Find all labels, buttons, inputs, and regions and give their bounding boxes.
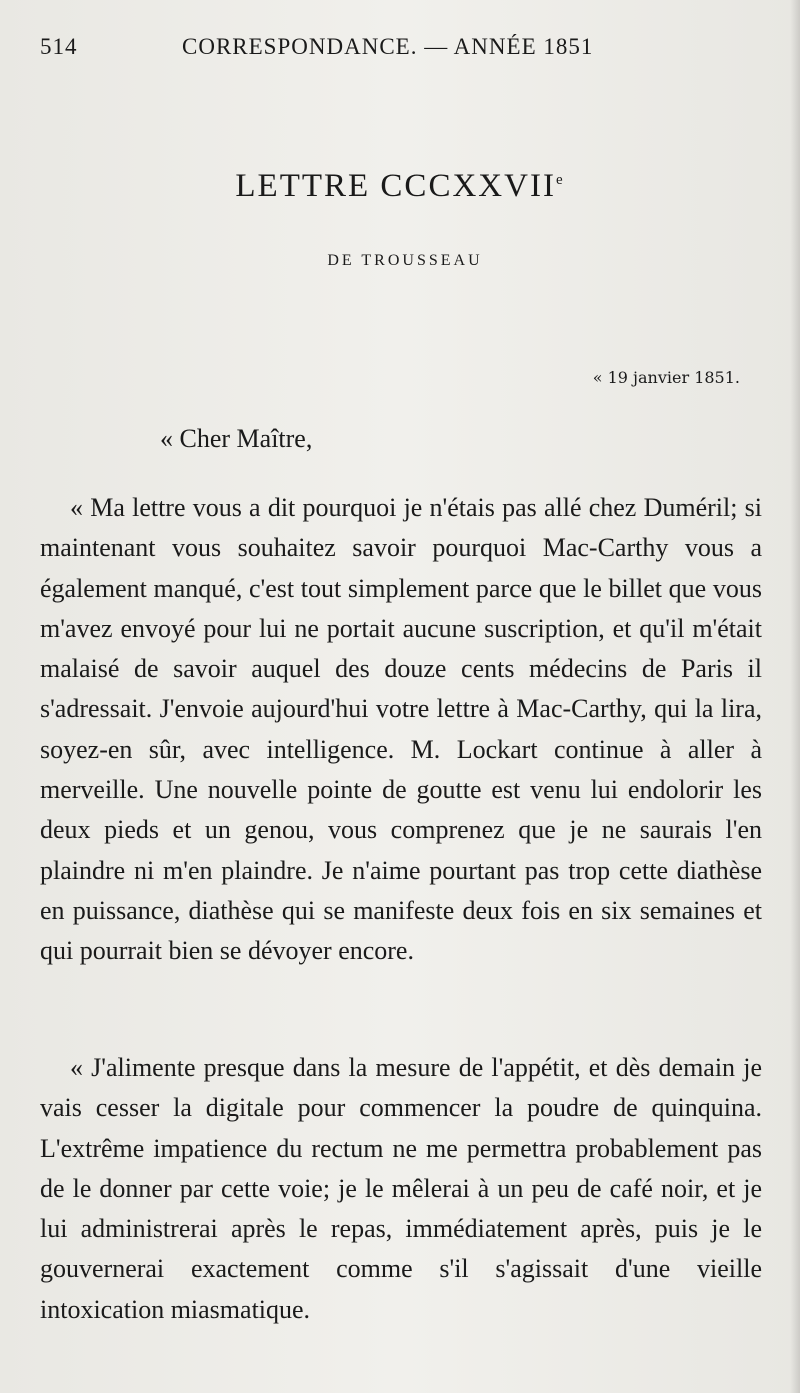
paragraph-1: « Ma lettre vous a dit pourquoi je n'étais pas allé chez Duméril; si maintenant vous souhaitez savoir pourquoi Mac-Carthy vous a également manqué, c'est tout simplement parce que le billet que vous m'avez envoyé pour lui ne portait aucune suscription, et qu'il m'était malaisé de savoir auquel des douze cents médecins de Paris il s'adressait. J'envoie aujourd'hui votre lettre à Mac-Carthy, qui la lira, soyez-en sûr, avec intelligence. M. Lockart continue à aller à merveille. Une nouvelle pointe de goutte est venu lui endolorir les deux pieds et un genou, vous comprenez que je ne saurais l'en plaindre ni m'en plaindre. Je n'aime pourtant pas trop cette diathèse en puissance, diathèse qui se manifeste deux fois en six semaines et qui pourrait bien se dévoyer encore.	[40, 493, 762, 966]
letter-author: DE TROUSSEAU	[327, 252, 483, 269]
paragraph-2: « J'alimente presque dans la mesure de l'appétit, et dès demain je vais cesser la digitale pour commencer la poudre de quinquina. L'extrême impatience du rectum ne me permettra probablement pas de le donner par cette voie; je le mêlerai à un peu de café noir, et je lui administrerai après le repas, immédiatement après, puis je le gouvernerai exactement comme s'il s'agissait d'une vieille intoxication miasmatique.	[40, 1053, 762, 1324]
letter-title-text: LETTRE CCCXXVII	[235, 168, 556, 204]
page-number: 514	[40, 34, 78, 59]
letter-date: « 19 janvier 1851.	[592, 368, 740, 387]
page-edge-shadow	[790, 0, 800, 1393]
page-header	[40, 34, 760, 66]
running-head: CORRESPONDANCE. — ANNÉE 1851	[182, 34, 594, 59]
letter-title-superscript: e	[555, 172, 565, 188]
letter-title	[0, 168, 800, 205]
salutation: « Cher Maître,	[160, 424, 313, 453]
